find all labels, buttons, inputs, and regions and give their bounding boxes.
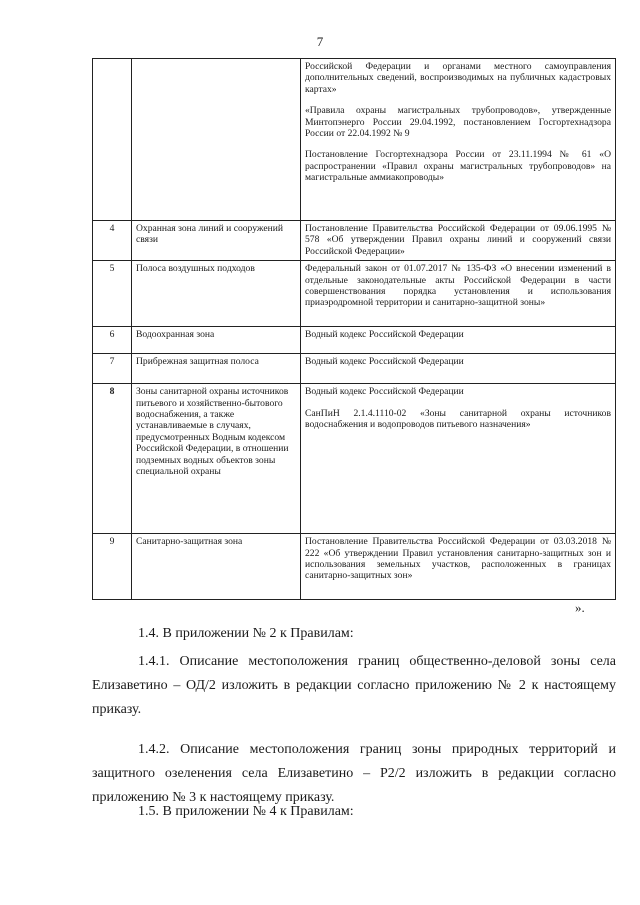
table-row	[93, 354, 616, 384]
zone-name: Водоохранная зона	[132, 327, 301, 354]
legal-documents	[301, 534, 616, 600]
paragraph-1-4: 1.4. В приложении № 2 к Правилам:	[138, 626, 354, 641]
legal-basis-table	[92, 58, 616, 600]
document-text: Федеральный закон от 01.07.2017 № 135-ФЗ «О внесении изменений в отдельные законодательные акты Российской Федерации в части совершенствования порядка установления и использования приаэродромной территории и санитарно-защитной зоны»	[305, 263, 611, 309]
table-row	[93, 534, 616, 600]
closing-quote: ».	[575, 600, 585, 615]
paragraph-1-4-2: 1.4.2. Описание местоположения границ зоны природных территорий и защитного озеленения села Елизаветино – Р2/2 изложить в редакции согласно приложению № 3 к настоящему приказу.	[92, 742, 616, 805]
legal-documents	[301, 327, 616, 354]
zone-name: Прибрежная защитная полоса	[132, 354, 301, 384]
document-text: Постановление Правительства Российской Федерации от 09.06.1995 № 578 «Об утверждении Правил охраны линий и сооружений связи Российской Федерации»	[305, 223, 611, 257]
row-number: 6	[93, 327, 132, 354]
document-text: Постановление Госгортехнадзора России от 23.11.1994 № 61 «О распространении «Правил охраны магистральных трубопроводов» на магистральные аммиакопроводы»	[305, 149, 611, 184]
legal-documents	[301, 261, 616, 327]
legal-documents	[301, 221, 616, 261]
document-text: Водный кодекс Российской Федерации	[305, 386, 464, 398]
document-text: СанПиН 2.1.4.1110-02 «Зоны санитарной охраны источников водоснабжения и водопроводов питьевого назначения»	[305, 407, 611, 431]
zone-name: Охранная зона линий и сооружений связи	[132, 221, 301, 261]
paragraph-1-4-1: 1.4.1. Описание местоположения границ общественно-деловой зоны села Елизаветино – ОД/2 изложить в редакции согласно приложению № 2 к настоящему приказу.	[92, 654, 616, 717]
legal-documents	[301, 354, 616, 384]
table-row	[93, 221, 616, 261]
legal-documents	[301, 384, 616, 534]
row-number: 7	[93, 354, 132, 384]
table-row	[93, 327, 616, 354]
document-text: Водный кодекс Российской Федерации	[305, 356, 464, 368]
zone-name: Полоса воздушных подходов	[132, 261, 301, 327]
table-row	[93, 261, 616, 327]
page-number: 7	[316, 34, 324, 49]
legal-documents	[301, 59, 616, 221]
document-text: Российской Федерации и органами местного самоуправления дополнительных сведений, воспроизводимых на публичных кадастровых картах»	[305, 61, 611, 95]
document-text: Постановление Правительства Российской Федерации от 03.03.2018 № 222 «Об утверждении Правил установления санитарно-защитных зон и использования земельных участков, расположенных в границах санитарно-защитных зон»	[305, 536, 611, 582]
zone-name: Санитарно-защитная зона	[132, 534, 301, 600]
table-row	[93, 59, 616, 221]
row-number: 9	[93, 534, 132, 600]
document-text: «Правила охраны магистральных трубопроводов», утвержденные Минтопэнерго России 29.04.1992, постановлением Госгортехнадзора России от 22.04.1992 № 9	[305, 105, 611, 140]
row-number	[93, 59, 132, 221]
table-row	[93, 384, 616, 534]
document-text: Водный кодекс Российской Федерации	[305, 329, 464, 341]
row-number: 4	[93, 221, 132, 261]
paragraph-1-5: 1.5. В приложении № 4 к Правилам:	[138, 804, 354, 819]
zone-name	[132, 59, 301, 221]
row-number: 5	[93, 261, 132, 327]
row-number: 8	[93, 384, 132, 534]
zone-name: Зоны санитарной охраны источников питьевого и хозяйственно-бытового водоснабжения, а также устанавливаемые в случаях, предусмотренных Водным кодексом Российской Федерации, в отношении подземных водных объектов зоны специальной охраны	[132, 384, 301, 534]
